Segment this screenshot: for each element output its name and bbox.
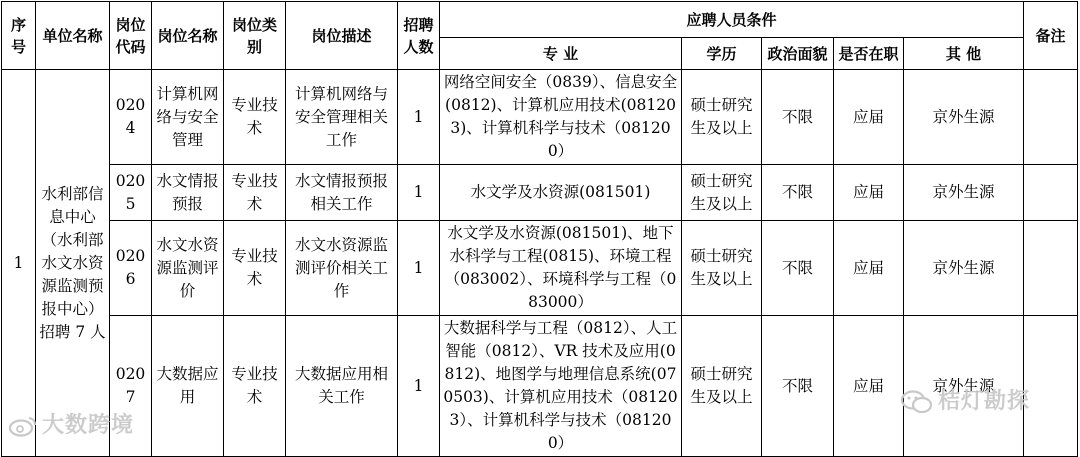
- code-cell: 0206: [110, 221, 152, 316]
- header-seq: 序号: [2, 2, 36, 70]
- category-cell: 专业技术: [224, 316, 286, 457]
- unit-cell: 水利部信息中心（水利部水文水资源监测预报中心）招聘 7 人: [36, 70, 110, 457]
- watermark-right: [900, 384, 1030, 415]
- count-cell: 1: [398, 165, 440, 221]
- header-category: 岗位类别: [224, 2, 286, 70]
- header-conditions: 应聘人员条件: [440, 2, 1024, 38]
- political-cell: 不限: [762, 221, 834, 316]
- political-cell: 不限: [762, 165, 834, 221]
- header-remark: 备注: [1024, 2, 1078, 70]
- major-cell: 水文学及水资源(081501): [440, 165, 682, 221]
- watermark-right-text: 桔灯勘探: [938, 389, 1031, 414]
- other-cell: 京外生源: [904, 316, 1024, 457]
- table-row: [2, 70, 1078, 165]
- header-name: 岗位名称: [152, 2, 224, 70]
- political-cell: 不限: [762, 70, 834, 165]
- category-cell: 专业技术: [224, 165, 286, 221]
- name-cell: 计算机网络与安全管理: [152, 70, 224, 165]
- code-cell: 0204: [110, 70, 152, 165]
- header-degree: 学历: [682, 38, 762, 70]
- name-cell: 水文水资源监测评价: [152, 221, 224, 316]
- header-count: 招聘人数: [398, 2, 440, 70]
- employed-cell: 应届: [834, 316, 904, 457]
- employed-cell: 应届: [834, 221, 904, 316]
- name-cell: 大数据应用: [152, 316, 224, 457]
- other-cell: 京外生源: [904, 70, 1024, 165]
- degree-cell: 硕士研究生及以上: [682, 221, 762, 316]
- category-cell: 专业技术: [224, 70, 286, 165]
- other-cell: 京外生源: [904, 165, 1024, 221]
- degree-cell: 硕士研究生及以上: [682, 316, 762, 457]
- header-code: 岗位代码: [110, 2, 152, 70]
- wechat-logo-icon: [900, 389, 934, 415]
- name-cell: 水文情报预报: [152, 165, 224, 221]
- watermark-left-text: 大数跨境: [42, 413, 135, 438]
- degree-cell: 硕士研究生及以上: [682, 165, 762, 221]
- table-row: [2, 165, 1078, 221]
- degree-cell: 硕士研究生及以上: [682, 70, 762, 165]
- employed-cell: 应届: [834, 70, 904, 165]
- header-employed: 是否在职: [834, 38, 904, 70]
- remark-cell: [1024, 316, 1078, 457]
- remark-cell: [1024, 70, 1078, 165]
- remark-cell: [1024, 165, 1078, 221]
- major-cell: 水文学及水资源(081501)、地下水科学与工程(0815)、环境工程（083002）、环境科学与工程（083000）: [440, 221, 682, 316]
- major-cell: 大数据科学与工程（0812）、人工智能（0812）、VR 技术及应用(0812)、地图学与地理信息系统(070503)、计算机应用技术（081203）、计算机科学与技术（081200）: [440, 316, 682, 457]
- count-cell: 1: [398, 316, 440, 457]
- desc-cell: 大数据应用相关工作: [286, 316, 398, 457]
- watermark-left: [8, 408, 134, 439]
- table-row: [2, 221, 1078, 316]
- code-cell: 0205: [110, 165, 152, 221]
- employed-cell: 应届: [834, 165, 904, 221]
- category-cell: 专业技术: [224, 221, 286, 316]
- header-other: 其 他: [904, 38, 1024, 70]
- seq-cell: 1: [2, 70, 36, 457]
- desc-cell: 水文水资源监测评价相关工作: [286, 221, 398, 316]
- political-cell: 不限: [762, 316, 834, 457]
- remark-cell: [1024, 221, 1078, 316]
- header-desc: 岗位描述: [286, 2, 398, 70]
- header-major: 专 业: [440, 38, 682, 70]
- code-cell: 0207: [110, 316, 152, 457]
- header-unit: 单位名称: [36, 2, 110, 70]
- count-cell: 1: [398, 221, 440, 316]
- other-cell: 京外生源: [904, 221, 1024, 316]
- weibo-logo-icon: [8, 415, 38, 437]
- count-cell: 1: [398, 70, 440, 165]
- desc-cell: 计算机网络与安全管理相关工作: [286, 70, 398, 165]
- desc-cell: 水文情报预报相关工作: [286, 165, 398, 221]
- header-political: 政治面貌: [762, 38, 834, 70]
- major-cell: 网络空间安全（0839）、信息安全(0812)、计算机应用技术(081203)、计算机科学与技术（081200）: [440, 70, 682, 165]
